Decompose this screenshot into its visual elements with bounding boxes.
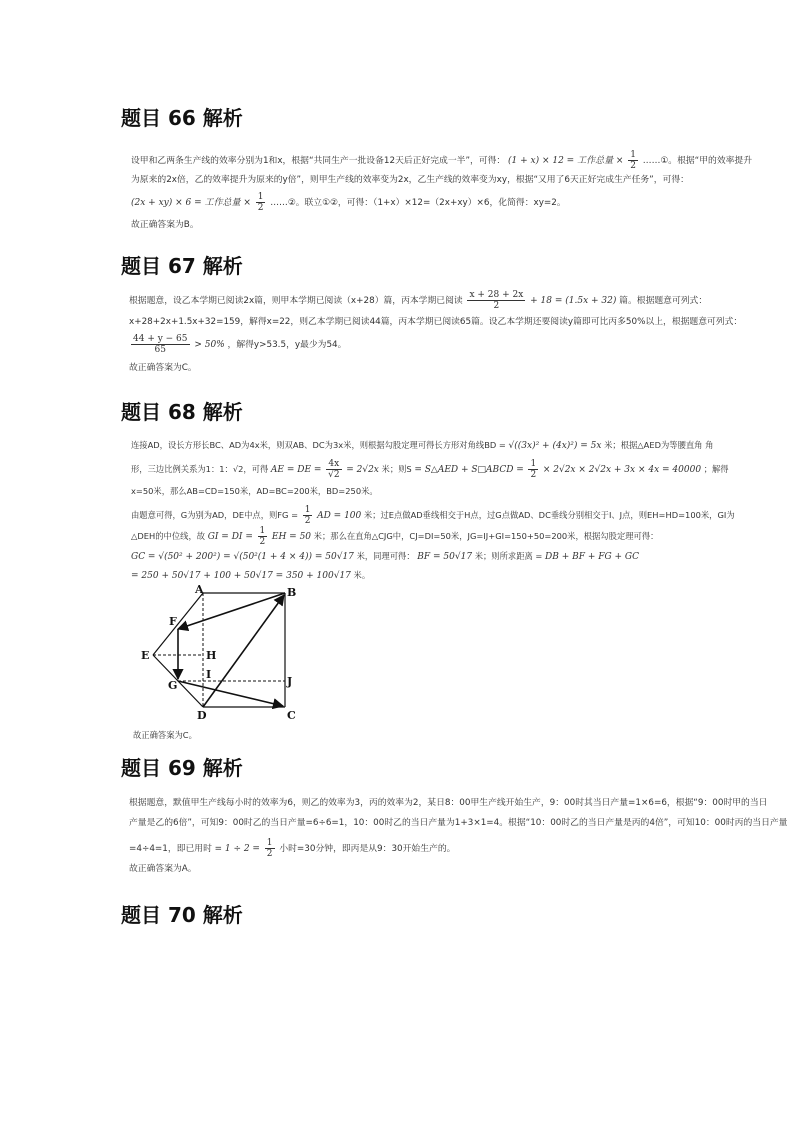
fraction-denominator: 2 [304, 516, 311, 526]
fraction-numerator: 44 + y − 65 [133, 334, 188, 344]
q68-line-2 [131, 459, 729, 480]
q68-answer: 故正确答案为C。 [133, 730, 197, 740]
fraction-denominator: 2 [493, 301, 500, 311]
q66-text: 设甲和乙两条生产线的效率分别为1和x，根据“共同生产一批设备12天后正好完成一半”，可得： [131, 156, 506, 166]
fraction-denominator: √2 [328, 470, 340, 480]
q68-formula: × 2√2x × 2√2x + 3x × 4x = 40000 [542, 465, 702, 475]
q68-fraction [528, 459, 538, 480]
q66-text: ……①。根据“甲的效率提升 [642, 156, 753, 166]
q68-formula: GI = DI = [207, 532, 253, 542]
q68-formula: EH = 50 [271, 532, 312, 542]
fraction-numerator: 4x [326, 459, 341, 470]
q68-formula: AE = DE = [270, 465, 322, 475]
fraction-numerator: x + 28 + 2x [469, 290, 524, 300]
point-A: A [195, 585, 204, 596]
point-D: D [197, 709, 207, 722]
q68-text: 形，三边比例关系为1：1：√2，可得 [131, 464, 269, 474]
q69-line-1: 根据题意，默值甲生产线每小时的效率为6，则乙的效率为3，丙的效率为2，某日8：00甲生产线开始生产，9：00时其当日产量=1×6=6，根据“9：00时甲的当日 [129, 798, 768, 808]
q68-formula: = 2√2x [346, 465, 379, 475]
q67-formula: + 18 = (1.5x + 32) [530, 296, 617, 306]
q66-line-2: 为原来的2x倍，乙的效率提升为原来的y倍”，则甲生产线的效率变为2x，乙生产线的效率变为xy，根据“又用了6天正好完成生产任务”，可得： [131, 175, 689, 185]
q68-formula: = S△AED + S□ABCD = [414, 465, 524, 475]
q66-line-1 [131, 150, 752, 171]
q69-line-2: 产量是乙的6倍”，可知9：00时乙的当日产量=6÷6=1，10：00时乙的当日产量为1+3×1=4。根据“10：00时乙的当日产量是丙的4倍”，可知10：00时丙的当日产量 [129, 818, 788, 828]
q66-formula: (2x + xy) × 6 = 工作总量 × [131, 198, 251, 208]
q67-answer: 故正确答案为C。 [129, 363, 197, 373]
q67-formula: > 50% [194, 340, 225, 350]
q67-line-3 [129, 334, 346, 355]
q68-formula: BF = 50√17 [417, 552, 473, 562]
fraction-numerator: 1 [304, 505, 311, 515]
q68-fraction [326, 459, 341, 480]
q68-fraction [303, 505, 313, 526]
q68-text: 米，同理可得： [356, 551, 415, 561]
q68-text: 米；根据△AED为等腰直角 角 [604, 440, 714, 450]
fraction-denominator: 2 [259, 537, 266, 547]
fraction-denominator: 2 [266, 849, 273, 859]
point-B: B [287, 586, 297, 599]
q67-title: 题目 67 解析 [121, 254, 243, 278]
q68-line-6 [131, 551, 639, 563]
point-F: F [169, 615, 177, 628]
q67-text: 根据题意，设乙本学期已阅读2x篇，则甲本学期已阅读（x+28）篇，丙本学期已阅读 [129, 296, 463, 306]
fraction-numerator: 1 [266, 838, 273, 848]
q67-fraction [131, 334, 190, 355]
q68-line-1 [131, 440, 713, 452]
q68-text: 连接AD，设长方形长BC、AD为4x米，则双AB、DC为3x米，则根据勾股定理可得长方形对角线BD = [131, 440, 506, 450]
q68-line-3: x=50米，那么AB=CD=150米，AD=BC=200米，BD=250米。 [131, 486, 378, 496]
q68-text: 米。 [353, 570, 371, 580]
path-B-to-F [178, 593, 285, 629]
fraction-denominator: 2 [630, 161, 636, 171]
q68-text: 由题意可得，G为别为AD，DE中点，则FG = [131, 510, 299, 520]
fraction-numerator: 1 [257, 192, 264, 202]
q69-text: 小时=30分钟，即丙是从9：30开始生产的。 [279, 844, 456, 854]
q66-text: ……②。联立①②，可得：（1+x）×12=（2x+xy）×6，化简得：xy=2。 [270, 198, 566, 208]
q68-line-7 [131, 570, 370, 582]
fraction-denominator: 2 [530, 470, 537, 480]
q68-text: △DEH的中位线，故 [131, 531, 206, 541]
q67-line-1 [129, 290, 707, 311]
q66-fraction [256, 192, 266, 213]
q68-geometry-diagram [135, 585, 315, 725]
q70-title: 题目 70 解析 [121, 903, 243, 927]
q66-formula: (1 + x) × 12 = 工作总量 × [508, 156, 624, 166]
q68-text: 米；过E点做AD垂线相交于H点，过G点做AD、DC垂线分别相交于I、J点，则EH=HD=100米，GI为 [363, 510, 735, 520]
fraction-denominator: 65 [154, 345, 166, 355]
q68-formula: AD = 100 [317, 511, 362, 521]
q68-formula: = 250 + 50√17 + 100 + 50√17 = 350 + 100√17 [131, 571, 351, 581]
q69-fraction [265, 838, 275, 859]
q68-formula: DB + BF + FG + GC [545, 552, 640, 562]
q68-title: 题目 68 解析 [121, 400, 243, 424]
path-G-to-C [178, 681, 283, 706]
point-J: J [287, 675, 293, 688]
q67-line-2: x+28+2x+1.5x+32=159，解得x=22，则乙本学期已阅读44篇，丙本学期已阅读65篇。设乙本学期还要阅读y篇即可比丙多50%以上，根据题意可列式： [129, 317, 743, 327]
q66-line-3 [131, 192, 566, 213]
point-C: C [287, 709, 296, 722]
point-I: I [206, 668, 212, 681]
q68-formula: GC = √(50² + 200²) = √(50²(1 + 4 × 4)) = 50√17 [131, 552, 354, 562]
fraction-numerator: 1 [259, 526, 266, 536]
q68-text: 米；则所求距离 = [474, 551, 543, 561]
q69-answer: 故正确答案为A。 [129, 864, 197, 874]
q67-text: ，解得y>53.5，y最少为54。 [227, 340, 347, 350]
q69-title: 题目 69 解析 [121, 756, 243, 780]
fraction-denominator: 2 [257, 203, 264, 213]
q66-fraction [628, 150, 638, 171]
point-H: H [206, 649, 217, 662]
q69-formula: 1 ÷ 2 = [224, 844, 260, 854]
q69-text: =4÷4=1，即已用时 = [129, 844, 223, 854]
q68-fraction [258, 526, 268, 547]
q68-line-5 [131, 526, 658, 547]
q66-title: 题目 66 解析 [121, 106, 243, 130]
q68-text: 米；那么在直角△CJG中，CJ=DI=50米，JG=IJ+GI=150+50=200米，根据勾股定理可得： [313, 531, 659, 541]
q68-text: 米；则S [381, 464, 412, 474]
q67-fraction [467, 290, 525, 311]
fraction-numerator: 1 [630, 150, 636, 160]
point-E: E [141, 649, 150, 662]
q68-text: ；解得 [703, 464, 729, 474]
q69-line-3 [129, 838, 455, 859]
point-G: G [168, 679, 178, 692]
q68-formula: √((3x)² + (4x)²) = 5x [508, 441, 602, 451]
q67-text: 篇。根据题意可列式： [619, 296, 708, 306]
q66-answer: 故正确答案为B。 [131, 220, 199, 230]
fraction-numerator: 1 [530, 459, 537, 469]
q68-line-4 [131, 505, 735, 526]
